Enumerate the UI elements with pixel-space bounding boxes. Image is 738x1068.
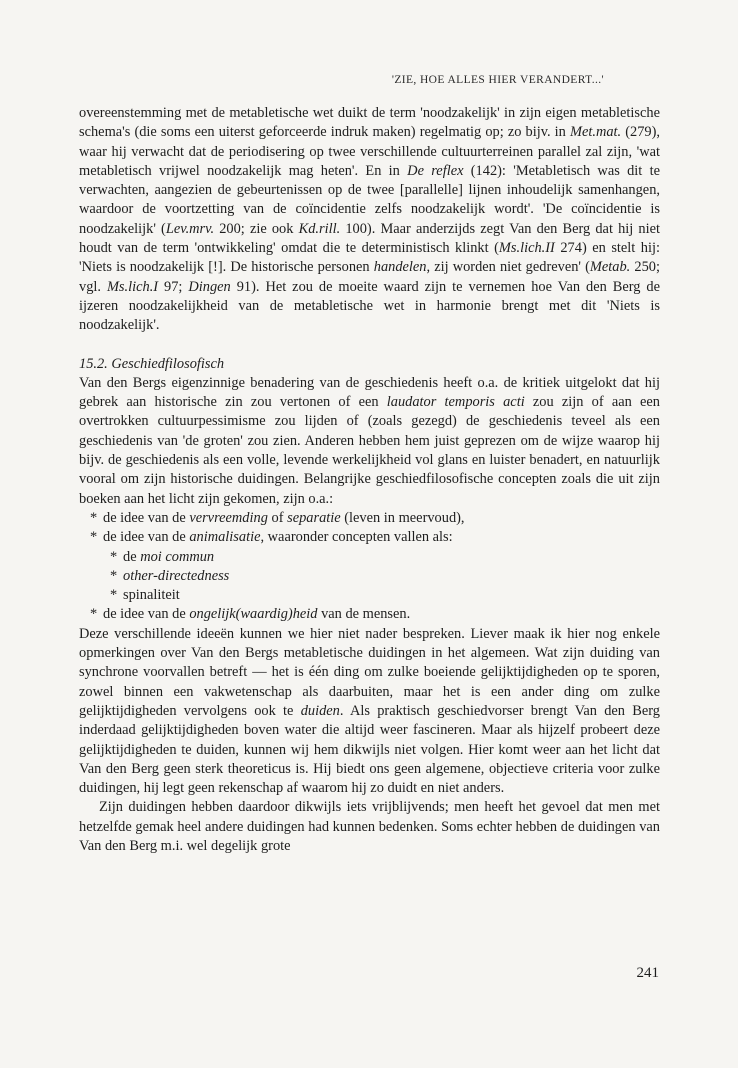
citation-italic: Dingen xyxy=(188,278,231,295)
text-span: Deze verschillende ideeën kunnen we hier niet nader bespreken. Liever maak ik hier nog enkele opmerkingen over Van den Bergs metabletische duidingen in het algemeen. Wat zijn duiding van synchrone voorvallen betreft — het is één ding om zulke boeiende gelijktijdigheden op te sporen, zowel binnen een vakwetenschap als daarbuiten, maar het is een ander ding om zulke gelijktijdigheden vervolgens ook te xyxy=(79,625,660,719)
text-span: 100). Maar anderzijds zegt Van den Berg dat hij niet houdt van de term 'ontwikkeling' omdat die te deterministisch klinkt ( xyxy=(79,220,660,257)
text-span: 250; vgl. xyxy=(79,259,660,295)
bullet-marker: * xyxy=(90,509,98,526)
section-heading: 15.2. Geschiedfilosofisch xyxy=(79,355,225,372)
citation-italic: Kd.rill. xyxy=(298,220,341,237)
citation-italic: Met.mat. xyxy=(569,124,622,141)
citation-italic: De reflex xyxy=(407,162,464,179)
citation-italic: Lev.mrv. xyxy=(165,220,215,237)
list-item: * de idee van de vervreemding of separatie (leven in meervoud), xyxy=(79,509,660,528)
bullet-marker: * xyxy=(110,567,118,584)
bullet-marker: * xyxy=(90,529,98,546)
emphasis-italic: duiden xyxy=(300,702,340,719)
text-span: 274) en stelt hij: 'Niets is noodzakelijk [!]. De historische personen xyxy=(79,240,660,276)
paragraph-4: Zijn duidingen hebben daardoor dikwijls iets vrijblijvends; men heeft het gevoel dat men met hetzelfde gemak heel andere duidingen had kunnen bedenken. Soms echter hebben de duidingen van Van den Berg m.i. wel degelijk grote xyxy=(79,799,660,854)
bullet-marker: * xyxy=(110,587,118,604)
list-item: * de idee van de animalisatie, waaronder concepten vallen als: xyxy=(79,528,660,547)
text-span: zou zijn of aan een overtrokken cultuurpessimisme zou lijden of (zoals gezegd) de geschiedenis teveel als een geschiedenis van 'de groten' zou zien. Anderen hebben hem juist geprezen om de wijze waarop hij bijv. de geschiedenis als een volle, levende werkelijkheid vol glans en luister benadert, en natuurlijk vooral om zijn historische duidingen. Belangrijke geschiedfilosofische concepten zoals die uit zijn boeken aan het licht zijn gekomen, zijn o.a.: xyxy=(79,394,661,507)
paragraph-3 xyxy=(79,625,660,799)
emphasis-italic: handelen xyxy=(373,259,427,276)
text-span: 91). Het zou de moeite waard zijn te vernemen hoe Van den Berg de ijzeren noodzakelijkheid van de metabletische wet in harmonie brengt met dit 'Niets is noodzakelijk'. xyxy=(79,278,660,334)
text-span: . Als praktisch geschiedvorser brengt Van den Berg inderdaad gelijktijdigheden boven water die altijd weer fascineren. Maar als hijzelf probeert deze gelijktijdigheden te duiden, kunnen wij hem dikwijls niet volgen. Hier komt weer aan het licht dat Van den Berg geen sterk theoreticus is. Hij biedt ons geen algemene, objectieve criteria voor zulke duidingen, hij legt geen rekenschap af waarom hij zo duidt en niet anders. xyxy=(79,702,660,797)
text-span: 97; xyxy=(158,278,189,295)
sub-list-item: * spinaliteit xyxy=(79,586,660,605)
text-span: overeenstemming met de metabletische wet duikt de term 'noodzakelijk' in zijn eigen metabletische schema's (die soms een uiterst geforceerde indruk maken) regelmatig op; zo bijv. in xyxy=(79,105,660,141)
body-text xyxy=(79,104,660,856)
text-span: 200; zie ook xyxy=(214,220,299,237)
emphasis-italic: laudator temporis acti xyxy=(386,394,525,411)
text-span: Van den Bergs eigenzinnige benadering van de geschiedenis heeft o.a. de kritiek uitgelokt dat hij gebrek aan historische zin zou vertonen of een xyxy=(79,374,660,411)
list-item: * de idee van de ongelijk(waardig)heid van de mensen. xyxy=(79,605,660,624)
sub-list-item: * other-directedness xyxy=(79,567,660,586)
citation-italic: Ms.lich.II xyxy=(498,240,555,257)
paragraph-1 xyxy=(79,104,660,336)
bullet-marker: * xyxy=(90,606,98,623)
citation-italic: Metab. xyxy=(589,259,631,276)
text-span: , zij worden niet gedreven' ( xyxy=(426,259,590,276)
sub-list-item: * de moi commun xyxy=(79,548,660,567)
paragraph-2 xyxy=(79,374,660,509)
text-span: (279), waar hij verwacht dat de periodisering op twee verschillende cultuurterreinen parallel zal zijn, 'wat metabletisch vrijwel noodzakelijk mag heten'. En in xyxy=(79,124,660,179)
running-head: 'ZIE, HOE ALLES HIER VERANDERT...' xyxy=(391,74,604,86)
bullet-marker: * xyxy=(110,548,118,565)
page-number: 241 xyxy=(636,965,659,981)
concept-list xyxy=(79,509,660,625)
text-span: (142): 'Metabletisch was dit te verwachten, aangezien de gebeurtenissen op de twee [parallelle] lijnen inhoudelijk samenhangen, waardoor de voortzetting van de coïncidentie zelfs noodzakelijk wordt'. 'De coïncidentie is noodzakelijk' ( xyxy=(79,162,660,237)
citation-italic: Ms.lich.I xyxy=(106,278,159,295)
